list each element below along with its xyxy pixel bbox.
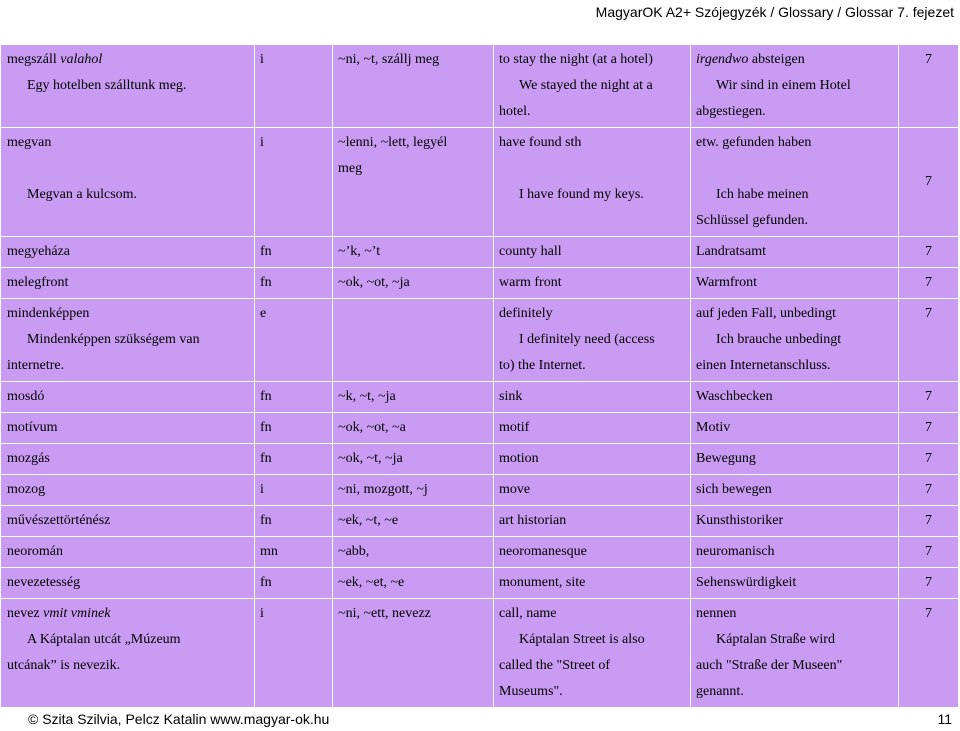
forms-cell: ~abb,: [333, 537, 494, 568]
type-cell: i: [255, 128, 333, 237]
german-example: Wir sind in einem Hotel: [716, 78, 851, 93]
german-cell: Waschbecken: [691, 382, 899, 413]
hungarian-example: utcának” is nevezik.: [7, 658, 121, 673]
table-row: [1, 537, 959, 568]
hungarian-cell: melegfront: [1, 268, 255, 299]
hungarian-cell: motívum: [1, 413, 255, 444]
german-example: abgestiegen.: [696, 104, 766, 119]
table-row: [1, 413, 959, 444]
german-example: einen Internetanschluss.: [696, 358, 831, 373]
german-cell: Kunsthistoriker: [691, 506, 899, 537]
english-cell: warm front: [494, 268, 691, 299]
german-example: Ich habe meinen: [716, 187, 809, 202]
hungarian-example: Megvan a kulcsom.: [27, 187, 138, 202]
headword: megvan: [7, 135, 52, 150]
german-translation: nennen: [696, 606, 737, 621]
chapter-cell: 7: [899, 237, 959, 268]
chapter-cell: 7: [899, 599, 959, 708]
forms-cell: ~ek, ~t, ~e: [333, 506, 494, 537]
german-cell: Sehenswürdigkeit: [691, 568, 899, 599]
chapter-cell: 7: [899, 268, 959, 299]
forms-cell: ~ok, ~t, ~ja: [333, 444, 494, 475]
hungarian-cell: [1, 299, 255, 382]
english-translation: definitely: [499, 306, 553, 321]
type-cell: mn: [255, 537, 333, 568]
english-cell: motif: [494, 413, 691, 444]
english-cell: [494, 599, 691, 708]
german-cell: [691, 45, 899, 128]
english-example: called the "Street of: [499, 658, 611, 673]
english-translation: call, name: [499, 606, 557, 621]
type-cell: i: [255, 599, 333, 708]
english-cell: sink: [494, 382, 691, 413]
glossary-table: [0, 44, 959, 708]
chapter-cell: 7: [899, 45, 959, 128]
german-cell: [691, 599, 899, 708]
german-example: Káptalan Straße wird: [716, 632, 835, 647]
forms-cell: ~ok, ~ot, ~ja: [333, 268, 494, 299]
english-translation: have found sth: [499, 135, 582, 150]
forms-cell: ~k, ~t, ~ja: [333, 382, 494, 413]
forms-cell: [333, 128, 494, 237]
english-example: Museums".: [499, 684, 563, 699]
type-cell: fn: [255, 506, 333, 537]
english-example: We stayed the night at a: [519, 78, 653, 93]
headword-object: vmit vminek: [43, 606, 111, 621]
english-translation: to stay the night (at a hotel): [499, 52, 653, 67]
english-cell: neoromanesque: [494, 537, 691, 568]
footer-copyright: © Szita Szilvia, Pelcz Katalin www.magyar-ok.hu: [28, 711, 330, 727]
english-example: Káptalan Street is also: [519, 632, 645, 647]
forms-cell: ~ek, ~et, ~e: [333, 568, 494, 599]
chapter-cell: 7: [899, 537, 959, 568]
forms-cell: ~ni, ~ett, nevezz: [333, 599, 494, 708]
hungarian-cell: [1, 128, 255, 237]
hungarian-cell: [1, 45, 255, 128]
type-cell: i: [255, 475, 333, 506]
chapter-cell: 7: [899, 506, 959, 537]
forms-cell: ~ok, ~ot, ~a: [333, 413, 494, 444]
english-example: I have found my keys.: [519, 187, 644, 202]
chapter-cell: 7: [899, 568, 959, 599]
type-cell: fn: [255, 568, 333, 599]
chapter-cell: 7: [899, 413, 959, 444]
hungarian-cell: mosdó: [1, 382, 255, 413]
table-row: [1, 599, 959, 708]
forms-cell: ~ni, ~t, szállj meg: [333, 45, 494, 128]
headword-object: valahol: [60, 52, 103, 67]
table-row: [1, 128, 959, 237]
english-cell: [494, 299, 691, 382]
german-translation: etw. gefunden haben: [696, 135, 812, 150]
german-translation: auf jeden Fall, unbedingt: [696, 306, 836, 321]
english-cell: move: [494, 475, 691, 506]
table-row: [1, 299, 959, 382]
table-row: [1, 568, 959, 599]
chapter-cell: 7: [899, 382, 959, 413]
type-cell: fn: [255, 237, 333, 268]
german-translation: absteigen: [751, 52, 805, 67]
german-object: irgendwo: [696, 52, 749, 67]
german-cell: Landratsamt: [691, 237, 899, 268]
hungarian-example: internetre.: [7, 358, 65, 373]
hungarian-example: Mindenképpen szükségem van: [27, 332, 200, 347]
type-cell: fn: [255, 382, 333, 413]
german-cell: Motiv: [691, 413, 899, 444]
chapter-cell: 7: [899, 475, 959, 506]
table-row: [1, 45, 959, 128]
headword: mindenképpen: [7, 306, 90, 321]
german-cell: Bewegung: [691, 444, 899, 475]
hungarian-cell: [1, 599, 255, 708]
german-cell: neuromanisch: [691, 537, 899, 568]
english-cell: county hall: [494, 237, 691, 268]
type-cell: fn: [255, 444, 333, 475]
english-example: I definitely need (access: [519, 332, 655, 347]
english-example: to) the Internet.: [499, 358, 586, 373]
german-cell: [691, 128, 899, 237]
german-example: Schlüssel gefunden.: [696, 213, 808, 228]
hungarian-cell: megyeháza: [1, 237, 255, 268]
forms-cell: ~ni, mozgott, ~j: [333, 475, 494, 506]
table-row: [1, 237, 959, 268]
forms-cell: [333, 299, 494, 382]
forms-line: ~lenni, ~lett, legyél: [338, 135, 448, 150]
english-cell: [494, 128, 691, 237]
type-cell: fn: [255, 268, 333, 299]
hungarian-cell: mozgás: [1, 444, 255, 475]
english-cell: monument, site: [494, 568, 691, 599]
hungarian-cell: mozog: [1, 475, 255, 506]
page-header-title: MagyarOK A2+ Szójegyzék / Glossary / Glossar 7. fejezet: [595, 4, 954, 20]
chapter-cell: 7: [899, 128, 959, 237]
hungarian-cell: nevezetesség: [1, 568, 255, 599]
english-cell: [494, 45, 691, 128]
table-row: [1, 268, 959, 299]
hungarian-cell: művészettörténész: [1, 506, 255, 537]
forms-line: meg: [338, 161, 363, 176]
table-row: [1, 506, 959, 537]
hungarian-cell: neoromán: [1, 537, 255, 568]
german-cell: Warmfront: [691, 268, 899, 299]
german-example: genannt.: [696, 684, 744, 699]
german-example: Ich brauche unbedingt: [716, 332, 842, 347]
hungarian-example: Egy hotelben szálltunk meg.: [27, 78, 187, 93]
forms-cell: ~’k, ~’t: [333, 237, 494, 268]
hungarian-example: A Káptalan utcát „Múzeum: [27, 632, 181, 647]
english-cell: motion: [494, 444, 691, 475]
headword: megszáll: [7, 52, 57, 67]
type-cell: e: [255, 299, 333, 382]
chapter-cell: 7: [899, 444, 959, 475]
german-cell: sich bewegen: [691, 475, 899, 506]
english-example: hotel.: [499, 104, 531, 119]
table-row: [1, 382, 959, 413]
table-row: [1, 444, 959, 475]
english-cell: art historian: [494, 506, 691, 537]
page-number: 11: [937, 711, 952, 727]
headword: nevez: [7, 606, 40, 621]
chapter-cell: 7: [899, 299, 959, 382]
german-example: auch "Straße der Museen": [696, 658, 843, 673]
german-cell: [691, 299, 899, 382]
type-cell: i: [255, 45, 333, 128]
type-cell: fn: [255, 413, 333, 444]
table-row: [1, 475, 959, 506]
